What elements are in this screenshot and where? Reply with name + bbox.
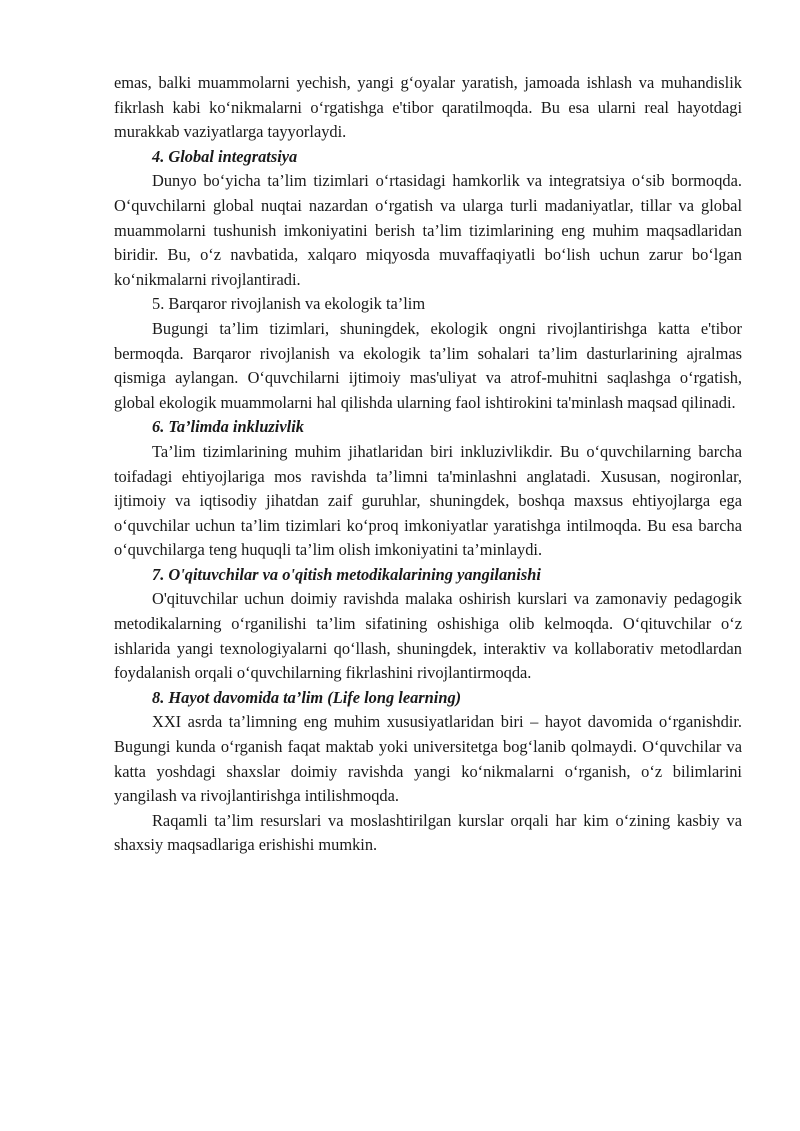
- heading-hayot-davomida-talim: 8. Hayot davomida ta’lim (Life long learning): [152, 687, 462, 707]
- paragraph-continuation: emas, balki muammolarni yechish, yangi g‘oyalar yaratish, jamoada ishlash va muhandislik fikrlash kabi ko‘nikmalarni o‘rgatishga e'tibor qaratilmoqda. Bu esa ularni real hayotdagi murakkab vaziyatlarga tayyorlaydi.: [114, 73, 742, 142]
- paragraph-hayot-davomida-talim: XXI asrda ta’limning eng muhim xususiyatlaridan biri – hayot davomida o‘rganishdir. Bugungi kunda o‘rganish faqat maktab yoki universitetga bog‘lanib qolmaydi. O‘quvchilar va katta yoshdagi shaxslar doimiy ravishda yangi ko‘nikmalarni o‘rganish, o‘z bilimlarini yangilash va rivojlantirishga intilishmoqda.: [114, 712, 742, 806]
- heading-oqituvchilar: 7. O'qituvchilar va o'qitish metodikalarining yangilanishi: [152, 564, 541, 584]
- paragraph-barqaror-rivojlanish: Bugungi ta’lim tizimlari, shuningdek, ekologik ongni rivojlantirishga katta e'tibor bermoqda. Barqaror rivojlanish va ekologik ta’lim sohalari ta’lim dasturlarining ajralmas qismiga aylangan. O‘quvchilarni ijtimoiy mas'uliyat va atrof-muhitni saqlashga o‘rgatish, global ekologik muammolarni hal qilishda ularning faol ishtirokini ta'minlash maqsad qilinadi.: [114, 318, 742, 412]
- paragraph-inkluzivlik: Ta’lim tizimlarining muhim jihatlaridan biri inkluzivlikdir. Bu o‘quvchilarning barcha toifadagi ehtiyojlariga mos ravishda ta’limni ta'minlashni anglatadi. Xususan, nogironlar, ijtimoiy va iqtisodiy jihatdan zaif guruhlar, shuningdek, boshqa maxsus ehtiyojlarga ega o‘quvchilar uchun ta’lim tizimlari ko‘proq imkoniyatlar yaratishga intilmoqda. Bu esa barcha o‘quvchilarga teng huquqli ta’lim olish imkoniyatini ta’minlaydi.: [114, 441, 742, 560]
- heading-inkluzivlik: 6. Ta’limda inkluzivlik: [152, 417, 304, 437]
- paragraph-global-integratsiya: Dunyo bo‘yicha ta’lim tizimlari o‘rtasidagi hamkorlik va integratsiya o‘sib bormoqda. O‘quvchilarni global nuqtai nazardan o‘rgatish va ularga turli madaniyatlar, tillar va global muammolarni tushunish imkoniyatini berish ta’lim tizimlarining eng muhim maqsadlaridan biridir. Bu, o‘z navbatida, xalqaro miqyosda muvaffaqiyatli bo‘lish uchun zarur bo‘lgan ko‘nikmalarni rivojlantiradi.: [114, 171, 742, 289]
- heading-barqaror-rivojlanish: 5. Barqaror rivojlanish va ekologik ta’lim: [152, 294, 426, 314]
- document-page: [114, 71, 742, 858]
- heading-global-integratsiya: 4. Global integratsiya: [152, 146, 298, 166]
- paragraph-oqituvchilar: O'qituvchilar uchun doimiy ravishda malaka oshirish kurslari va zamonaviy pedagogik metodikalarning o‘rganilishi ta’lim sifatining oshishiga olib kelmoqda. O‘qituvchilar o‘z ishlarida yangi texnologiyalarni qo‘llash, shuningdek, interaktiv va kollaborativ metodlardan foydalanish orqali o‘quvchilarning fikrlashini rivojlantirmoqda.: [114, 589, 742, 683]
- paragraph-raqamli-talim: Raqamli ta’lim resurslari va moslashtirilgan kurslar orqali har kim o‘zining kasbiy va shaxsiy maqsadlariga erishishi mumkin.: [114, 810, 742, 855]
